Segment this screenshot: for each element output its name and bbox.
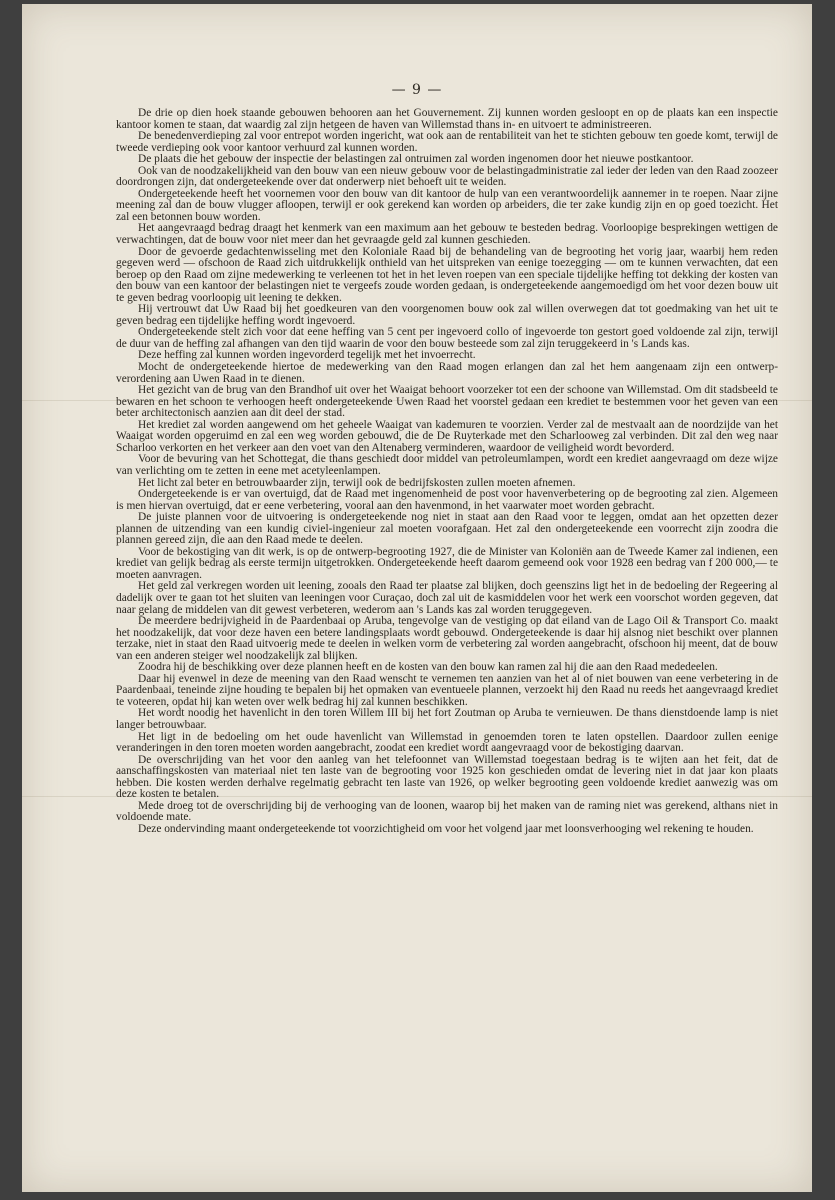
paragraph: Voor de bekostiging van dit werk, is op de ontwerp-begrooting 1927, die de Minister van Koloniën aan de Tweede Kamer zal indienen, een krediet van gelijk bedrag als eerste termijn uitgetrokken. Ondergeteekende heeft daarom gemeend ook voor 1928 een bedrag van f 200 000,— te moeten aanvragen. xyxy=(116,545,778,581)
paragraph: Mede droeg tot de overschrijding bij de verhooging van de loonen, waarop bij het maken van de raming niet was gerekend, althans niet in voldoende mate. xyxy=(116,799,778,824)
paragraph: Ondergeteekende heeft het voornemen voor den bouw van dit kantoor de hulp van een verantwoordelijk aannemer in te roepen. Naar zijne meening zal dan de bouw vlugger afloopen, terwijl er ook gerekend kan worden op arbeiders, die ter zake kundig zijn en op goed toezicht. Het zal een betonnen bouw worden. xyxy=(116,187,778,223)
paragraph: Het ligt in de bedoeling om het oude havenlicht van Willemstad in genoemden toren te laten opstellen. Daardoor zullen eenige veranderingen in den toren moeten worden aangebracht, zoodat een krediet wordt aangevraagd voor de bekostiging daarvan. xyxy=(116,730,778,755)
paragraph: Voor de bevuring van het Schottegat, die thans geschiedt door middel van petroleumlampen, wordt een krediet aangevraagd om deze wijze van verlichting om te zetten in eene met acetyleenlampen. xyxy=(116,453,778,477)
paragraph: Deze ondervinding maant ondergeteekende tot voorzichtigheid om voor het volgend jaar met loonsverhooging wel rekening te houden. xyxy=(138,822,754,835)
paragraph: De benedenverdieping zal voor entrepot worden ingericht, wat ook aan de rentabiliteit van het te stichten gebouw ten goede komt, terwijl de tweede verdieping ook voor kantoor verhuurd zal kunnen worden. xyxy=(116,130,778,154)
body-text xyxy=(116,108,778,835)
paragraph: Het wordt noodig het havenlicht in den toren Willem III bij het fort Zoutman op Aruba te vernieuwen. De thans dienstdoende lamp is niet langer betrouwbaar. xyxy=(116,707,778,731)
paragraph: De plaats die het gebouw der inspectie der belastingen zal ontruimen zal worden ingenomen door het nieuwe postkantoor. xyxy=(138,153,694,166)
paragraph: Het licht zal beter en betrouwbaarder zijn, terwijl ook de bedrijfskosten zullen moeten afnemen. xyxy=(138,476,576,489)
paragraph: Daar hij evenwel in deze de meening van den Raad wenscht te vernemen ten aanzien van het al of niet bouwen van eene verbetering in de Paardenbaai, teneinde zijne houding te bepalen bij het opmaken van eventueele plannen, verzoekt hij den Raad nu reeds het aangevraagd krediet te voteeren, opdat hij kan weten over welk bedrag hij zal kunnen beschikken. xyxy=(116,672,778,708)
paragraph: Deze heffing zal kunnen worden ingevorderd tegelijk met het invoerrecht. xyxy=(138,349,476,362)
paragraph: Het krediet zal worden aangewend om het geheele Waaigat van kademuren te voorzien. Verder zal de mestvaalt aan de noordzijde van het Waaigat worden opgeruimd en zal een weg worden gebouwd, die de De Ruyterkade met den Scharlooweg zal verbinden. Dit zal den weg naar Scharloo verkorten en het verkeer aan den voet van den Altenaberg verminderen, waardoor de veiligheid wordt bevorderd. xyxy=(116,418,778,454)
paragraph: Door de gevoerde gedachtenwisseling met den Koloniale Raad bij de behandeling van de begrooting het vorig jaar, waarbij hem reden gegeven werd — ofschoon de Raad zich uitdrukkelijk onthield van het uitspreken van eenige toezegging — om te kunnen verwachten, dat een beroep op den Raad om zijne medewerking te verleenen tot het in het leven roepen van een speciale tijdelijke heffing tot dekking der kosten van den bouw van een kantoor der belastingen niet te vergeefs zoude worden gedaan, is ondergeteekende aangemoedigd om het voor dezen bouw uit te geven bedrag voorloopig uit leening te dekken. xyxy=(116,245,778,304)
page-number: — 9 — xyxy=(391,82,443,98)
paragraph: Het geld zal verkregen worden uit leening, zooals den Raad ter plaatse zal blijken, doch geenszins ligt het in de bedoeling der Regeering al dadelijk over te gaan tot het sluiten van leeningen voor Curaçao, doch zal uit de kasmiddelen voor het werk een voorschot worden gegeven, dat naar gelang de middelen van dit gewest verbeteren, wederom aan 's Lands kas zal worden teruggegeven. xyxy=(116,580,778,616)
document-page xyxy=(22,4,812,1192)
paragraph: Ondergeteekende stelt zich voor dat eene heffing van 5 cent per ingevoerd collo of ingevoerde ton gestort goed voldoende zal zijn, terwijl de duur van de heffing zal afhangen van den tijd waarin de voor den bouw besteede som zal zijn teruggekeerd in 's Lands kas. xyxy=(116,326,778,350)
paragraph: De drie op dien hoek staande gebouwen behooren aan het Gouvernement. Zij kunnen worden gesloopt en op de plaats kan een inspectie kantoor komen te staan, dat waardig zal zijn hetgeen de haven van Willemstad thans in- en uitvoert te administreeren. xyxy=(116,107,778,131)
paragraph: Ondergeteekende is er van overtuigd, dat de Raad met ingenomenheid de post voor havenverbetering op de begrooting zal zien. Algemeen is men hiervan overtuigd, dat er eene verbetering, vooral aan den havenmond, in het vaarwater moet worden gebracht. xyxy=(116,488,778,512)
paragraph: Het gezicht van de brug van den Brandhof uit over het Waaigat behoort voorzeker tot een der schoone van Willemstad. Om dit stadsbeeld te bewaren en het schoon te verhoogen heeft ondergeteekende Uwen Raad het voorstel gedaan een krediet te bestemmen voor het geven van een beter architectonisch aanzien aan dit deel der stad. xyxy=(116,384,778,420)
paragraph: De meerdere bedrijvigheid in de Paardenbaai op Aruba, tengevolge van de vestiging op dat eiland van de Lago Oil & Transport Co. maakt het noodzakelijk, dat voor deze haven een betere landingsplaats wordt gebouwd. Ondergeteekende is daar hij alsnog niet beschikt over plannen terzake, niet in staat den Raad uitvoerig mede te deelen in welken vorm de verbetering zal worden aangebracht, ofschoon hij meent, dat de bouw van een anderen steiger wel noodzakelijk zal blijken. xyxy=(116,615,778,662)
paragraph: Zoodra hij de beschikking over deze plannen heeft en de kosten van den bouw kan ramen zal hij die aan den Raad mededeelen. xyxy=(138,661,718,674)
paragraph: Ook van de noodzakelijkheid van den bouw van een nieuw gebouw voor de belastingadministratie zal ieder der leden van den Raad zoozeer doordrongen zijn, dat ondergeteekende over dat onderwerp niet behoeft uit te weiden. xyxy=(116,164,778,189)
paragraph: Mocht de ondergeteekende hiertoe de medewerking van den Raad mogen erlangen dan zal het hem aangenaam zijn een ontwerp-verordening aan Uwen Raad in te dienen. xyxy=(116,361,778,385)
paragraph: Hij vertrouwt dat Uw Raad bij het goedkeuren van den voorgenomen bouw ook zal willen overwegen dat tot goedmaking van het uit te geven bedrag een tijdelijke heffing wordt ingevoerd. xyxy=(116,303,778,327)
paragraph: De juiste plannen voor de uitvoering is ondergeteekende nog niet in staat aan den Raad voor te leggen, omdat aan het opzetten dezer plannen de uitzending van een kundig civiel-ingenieur zal moeten voorafgaan. Het zal den ondergeteekende een voorrecht zijn zoodra die plannen gereed zijn, die aan den Raad mede te deelen. xyxy=(116,511,778,547)
paragraph: Het aangevraagd bedrag draagt het kenmerk van een maximum aan het gebouw te besteden bedrag. Voorloopige besprekingen wettigen de verwachtingen, dat de bouw voor niet meer dan het gevraagde geld zal kunnen geschieden. xyxy=(116,222,778,247)
paragraph: De overschrijding van het voor den aanleg van het telefoonnet van Willemstad toegestaan bedrag is te wijten aan het feit, dat de aanschaffingskosten van materiaal niet ten laste van de begrooting voor 1925 kon geschieden omdat de levering niet in dat jaar kon plaats hebben. Die kosten werden derhalve regelmatig gebracht ten laste van 1926, op welker begrooting geen voldoende krediet aanwezig was om deze kosten te betalen. xyxy=(116,753,778,801)
